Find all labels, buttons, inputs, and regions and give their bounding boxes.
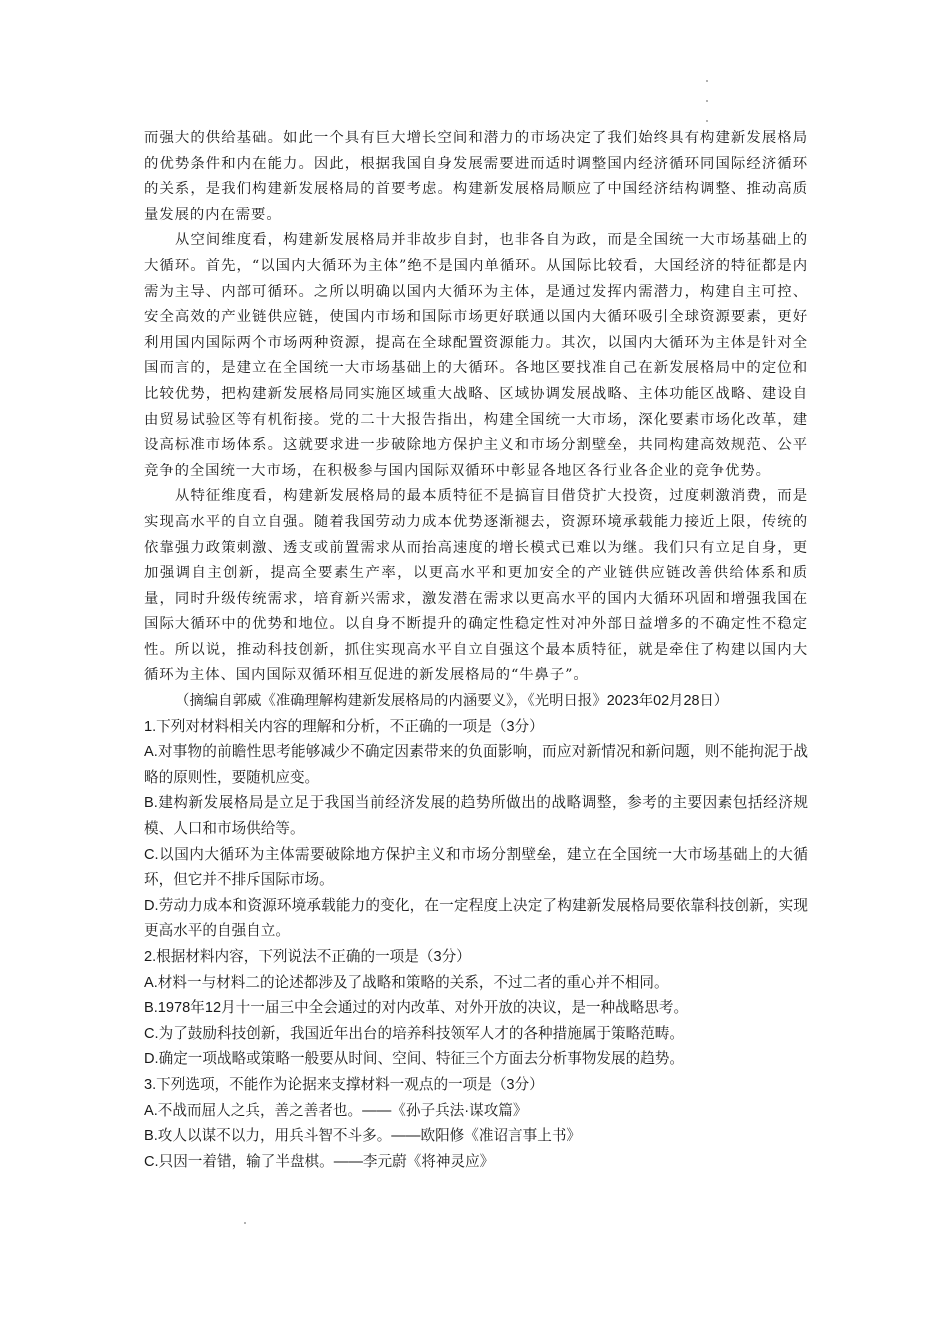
passage-paragraph-2: 从空间维度看，构建新发展格局并非故步自封，也非各自为政，而是全国统一大市场基础上的大循环。首先，“以国内大循环为主体”绝不是国内单循环。从国际比较看，大国经济的特征都是内需为主导、内部可循环。之所以明确以国内大循环为主体，是通过发挥内需潜力，构建自主可控、安全高效的产业链供应链，使国内市场和国际市场更好联通以国内大循环吸引全球资源要素，更好利用国内国际两个市场两种资源，提高在全球配置资源能力。其次，以国内大循环为主体是针对全国而言的，是建立在全国统一大市场基础上的大循环。各地区要找准自己在新发展格局中的定位和比较优势，把构建新发展格局同实施区域重大战略、区域协调发展战略、主体功能区战略、建设自由贸易试验区等有机衔接。党的二十大报告指出，构建全国统一大市场，深化要素市场化改革，建设高标准市场体系。这就要求进一步破除地方保护主义和市场分割壁垒，共同构建高效规范、公平竞争的全国统一大市场，在积极参与国内国际双循环中彰显各地区各行业各企业的竞争优势。 <box>144 232 808 479</box>
question-1-option-c: C.以国内大循环为主体需要破除地方保护主义和市场分割壁垒，建立在全国统一大市场基础上的大循环，但它并不排斥国际市场。 <box>144 846 808 889</box>
question-section <box>144 715 808 1176</box>
question-2-option-d: D.确定一项战略或策略一般要从时间、空间、特征三个方面去分析事物发展的趋势。 <box>144 1051 684 1068</box>
passage-paragraph-3: 从特征维度看，构建新发展格局的最本质特征不是搞盲目借贷扩大投资，过度刺激消费，而是实现高水平的自立自强。随着我国劳动力成本优势逐渐褪去，资源环境承载能力接近上限，传统的依靠强力政策刺激、透支或前置需求从而抬高速度的增长模式已难以为继。我们只有立足自身，更加强调自主创新，提高全要素生产率，以更高水平和更加安全的产业链供应链改善供给体系和质量，同时升级传统需求，培育新兴需求，激发潜在需求以更高水平的国内大循环巩固和增强我国在国际大循环中的优势和地位。以自身不断提升的确定性稳定性对冲外部日益增多的不确定性不稳定性。所以说，推动科技创新，抓住实现高水平自立自强这个最本质特征，就是牵住了构建以国内大循环为主体、国内国际双循环相互促进的新发展格局的“牛鼻子”。 <box>144 488 808 684</box>
question-3-option-a: A.不战而屈人之兵，善之善者也。——《孙子兵法·谋攻篇》 <box>144 1102 528 1119</box>
document-page <box>144 126 808 1175</box>
source-citation: （摘编自郭威《准确理解构建新发展格局的内涵要义》，《光明日报》2023年02月28日） <box>175 693 729 710</box>
margin-mark <box>244 1222 246 1224</box>
question-3-stem: 3.下列选项，不能作为论据来支撑材料一观点的一项是（3分） <box>144 1076 544 1093</box>
question-2-option-c: C.为了鼓励科技创新，我国近年出台的培养科技领军人才的各种措施属于策略范畴。 <box>144 1025 684 1042</box>
question-3-option-c: C.只因一着错，输了半盘棋。——李元蔚《将神灵应》 <box>144 1153 495 1170</box>
question-1-option-a: A.对事物的前瞻性思考能够减少不确定因素带来的负面影响，而应对新情况和新问题，则不能拘泥于战略的原则性，要随机应变。 <box>144 744 808 786</box>
margin-mark <box>706 100 708 102</box>
passage-paragraph-1: 而强大的供给基础。如此一个具有巨大增长空间和潜力的市场决定了我们始终具有构建新发展格局的优势条件和内在能力。因此，根据我国自身发展需要进而适时调整国内经济循环同国际经济循环的关系，是我们构建新发展格局的首要考虑。构建新发展格局顺应了中国经济结构调整、推动高质量发展的内在需要。 <box>144 130 808 223</box>
question-2-option-b: B.1978年12月十一届三中全会通过的对内改革、对外开放的决议，是一种战略思考。 <box>144 1000 689 1017</box>
question-1-option-b: B.建构新发展格局是立足于我国当前经济发展的趋势所做出的战略调整，参考的主要因素包括经济规模、人口和市场供给等。 <box>144 795 808 838</box>
question-3-option-b: B.攻人以谋不以力，用兵斗智不斗多。——欧阳修《准诏言事上书》 <box>144 1128 582 1145</box>
question-1-stem: 1.下列对材料相关内容的理解和分析，不正确的一项是（3分） <box>144 718 544 735</box>
margin-mark <box>706 120 708 122</box>
margin-mark <box>706 80 708 82</box>
question-1-option-d: D.劳动力成本和资源环境承载能力的变化，在一定程度上决定了构建新发展格局要依靠科技创新，实现更高水平的自强自立。 <box>144 897 808 940</box>
question-2-option-a: A.材料一与材料二的论述都涉及了战略和策略的关系，不过二者的重心并不相同。 <box>144 974 669 991</box>
question-2-stem: 2.根据材料内容，下列说法不正确的一项是（3分） <box>144 949 471 965</box>
